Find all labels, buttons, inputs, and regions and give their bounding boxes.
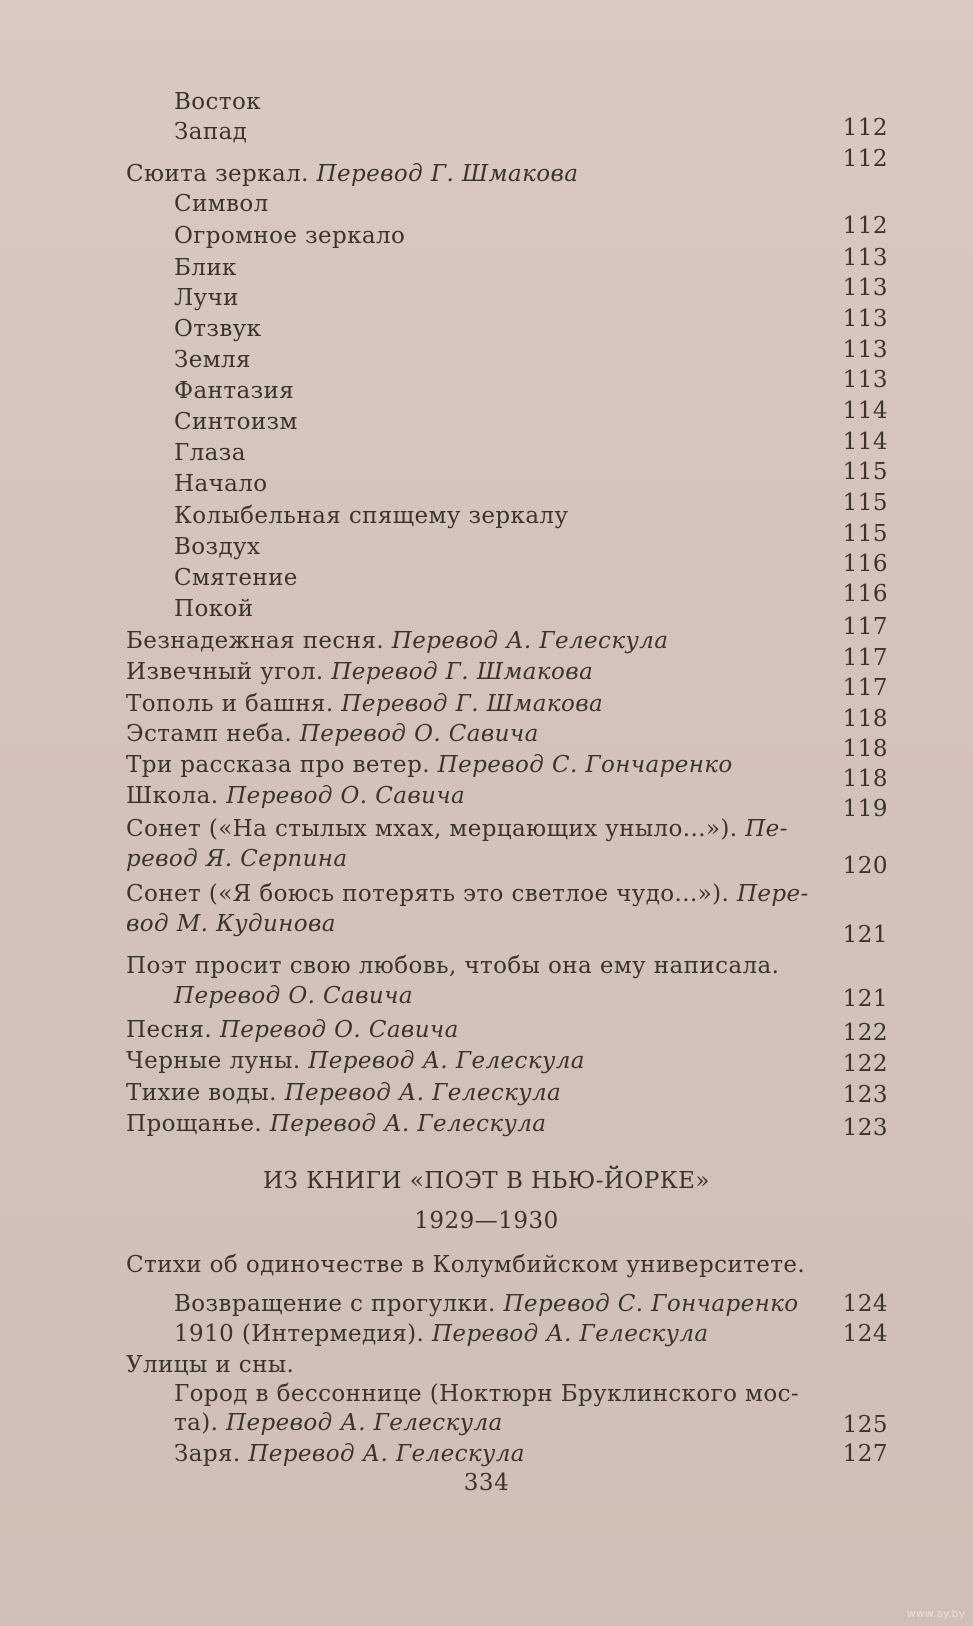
toc-entry [174,1440,525,1468]
toc-entry-title: Земля [174,347,251,373]
toc-entry-title: Восток [174,89,261,115]
toc-entry [126,815,788,843]
toc-entry-translator: Перевод О. Савича [299,721,539,747]
toc-entry-translator: Перевод А. Гелескула [308,1048,585,1074]
toc-entry [174,88,261,116]
toc-entry [174,595,253,623]
toc-entry-title: Безнадежная песня. [126,628,392,654]
toc-entry-page: 112 [842,213,888,239]
toc-entry-translator: Перевод А. Гелескула [431,1321,709,1347]
toc-entry-translator: Перевод С. Гончаренко [503,1291,799,1317]
toc-entry [126,658,593,686]
toc-entry-title: Огромное зеркало [174,223,406,249]
toc-entry-translator: Перевод О. Савича [219,1017,459,1043]
toc-entry-page: 119 [842,796,888,822]
toc-entry-title: Извечный угол. [126,659,332,685]
toc-entry-page: 112 [842,115,888,141]
toc-entry-page: 121 [842,922,888,948]
toc-entry [174,284,239,312]
toc-entry-page: 122 [842,1051,888,1077]
toc-entry [126,160,578,188]
toc-entry-page: 113 [842,367,888,393]
toc-entry-title: Город в бессоннице (Ноктюрн Бруклинского мос- [174,1381,800,1407]
toc-entry-translator: Перевод Г. Шмакова [331,659,594,685]
toc-entry [174,1409,503,1437]
toc-entry [126,1079,561,1107]
toc-entry-title: Стихи об одиночестве в Колумбийском университете. [126,1252,806,1278]
toc-entry-title: Фантазия [174,378,295,404]
toc-entry-title: Три рассказа про ветер. [126,752,438,778]
toc-entry-title: та). [174,1410,227,1436]
toc-entry-title: Поэт просит свою любовь, чтобы она ему написала. [126,953,780,979]
toc-entry-page: 117 [842,645,888,671]
toc-entry [174,564,298,592]
toc-entry-title: Эстамп неба. [126,721,300,747]
toc-entry [126,1351,294,1379]
toc-entry-page: 116 [842,551,888,577]
toc-entry-translator: вод М. Кудинова [126,911,336,937]
page-number: 334 [463,1470,510,1496]
toc-entry-page: 124 [842,1321,888,1347]
toc-entry-title: Сонет («Я боюсь потерять это светлое чудо...»). [126,881,737,907]
toc-entry-title: Черные луны. [126,1048,309,1074]
toc-entry [174,1380,799,1408]
toc-entry-title: Сюита зеркал. [126,161,317,187]
toc-entry-title: Покой [174,596,254,622]
section-heading: ИЗ КНИГИ «ПОЭТ В НЬЮ-ЙОРКЕ» [263,1168,710,1194]
toc-entry-page: 118 [842,766,888,792]
toc-entry [174,254,237,282]
toc-entry-title: Блик [174,255,237,281]
toc-entry [126,690,603,718]
toc-entry [174,118,247,146]
toc-entry-title: Синтоизм [174,409,298,435]
toc-entry-page: 113 [842,275,888,301]
toc-entry-title: Улицы и сны. [126,1352,295,1378]
toc-entry [174,1290,799,1318]
toc-entry [174,1320,709,1348]
toc-entry [126,720,539,748]
toc-entry-page: 113 [842,245,888,271]
toc-entry-page: 116 [842,581,888,607]
toc-entry-page: 117 [842,614,888,640]
toc-entry-page: 122 [842,1020,888,1046]
toc-entry [126,952,779,980]
toc-entry-page: 121 [842,986,888,1012]
toc-entry [174,533,260,561]
toc-entry-translator: Перевод А. Гелескула [284,1080,562,1106]
toc-entry-title: Школа. [126,783,227,809]
toc-entry-translator: Пе- [745,816,788,842]
toc-entry [126,782,465,810]
toc-entry [174,982,413,1010]
toc-entry-page: 113 [842,337,888,363]
toc-entry [174,315,261,343]
toc-entry [126,1016,459,1044]
toc-entry-translator: Перевод А. Гелескула [391,628,669,654]
toc-entry-page: 123 [842,1082,888,1108]
toc-entry-page: 118 [842,736,888,762]
toc-entry-translator: Перевод Г. Шмакова [341,691,604,717]
toc-entry-translator: ревод Я. Серпина [126,846,348,872]
toc-entry-page: 124 [842,1291,888,1317]
toc-entry [126,880,809,908]
toc-entry-title: Лучи [174,285,239,311]
toc-entry-page: 115 [842,521,888,547]
toc-entry [174,346,251,374]
toc-entry-title: Глаза [174,440,246,466]
toc-entry [126,751,733,779]
toc-entry [174,502,568,530]
toc-entry-title: Заря. [174,1441,249,1467]
toc-entry [126,627,668,655]
toc-entry-translator: Перевод А. Гелескула [248,1441,525,1467]
section-years: 1929—1930 [414,1208,559,1234]
toc-entry-page: 114 [842,398,888,424]
toc-entry-title: Прощанье. [126,1111,270,1137]
toc-entry-title: Воздух [174,534,261,560]
toc-entry-title: Сонет («На стылых мхах, мерцающих уныло...»). [126,816,746,842]
toc-entry-page: 123 [842,1115,888,1141]
toc-entry-translator: Перевод О. Савича [174,983,413,1009]
toc-entry-title: Возвращение с прогулки. [174,1291,504,1317]
toc-entry-translator: Перевод Г. Шмакова [316,161,579,187]
toc-entry-page: 120 [842,853,888,879]
toc-entry-title: Отзвук [174,316,262,342]
toc-entry-page: 113 [842,306,888,332]
toc-entry [174,470,268,498]
toc-entry-page: 125 [842,1412,888,1438]
toc-entry-page: 127 [842,1441,888,1467]
toc-entry-translator: Перевод А. Гелескула [269,1111,547,1137]
toc-entry-title: Колыбельная спящему зеркалу [174,503,569,529]
toc-entry [174,222,405,250]
toc-entry-page: 117 [842,675,888,701]
toc-entry-page: 112 [842,146,888,172]
toc-entry-title: Символ [174,191,269,217]
toc-entry-title: Запад [174,119,248,145]
watermark: www.ay.by [906,1607,965,1620]
toc-entry-translator: Перевод С. Гончаренко [437,752,733,778]
toc-entry-translator: Перевод О. Савича [226,783,466,809]
toc-entry [174,377,294,405]
toc-entry-page: 115 [842,459,888,485]
toc-entry-title: Песня. [126,1017,220,1043]
toc-entry-page: 115 [842,490,888,516]
toc-entry [174,408,298,436]
toc-entry [126,1110,546,1138]
toc-entry-title: Начало [174,471,268,497]
toc-entry-title: Тополь и башня. [126,691,342,717]
toc-entry-page: 118 [842,706,888,732]
toc-entry-title: Тихие воды. [126,1080,285,1106]
toc-entry-translator: Пере- [736,881,809,907]
toc-entry [174,439,246,467]
toc-entry-page: 114 [842,429,888,455]
toc-entry [174,190,269,218]
toc-entry [126,1251,805,1279]
toc-entry-title: Смятение [174,565,298,591]
toc-entry [126,910,336,938]
toc-entry [126,1047,585,1075]
toc-entry-title: 1910 (Интермедия). [174,1321,432,1347]
toc-entry-translator: Перевод А. Гелескула [226,1410,503,1436]
toc-entry [126,845,347,873]
